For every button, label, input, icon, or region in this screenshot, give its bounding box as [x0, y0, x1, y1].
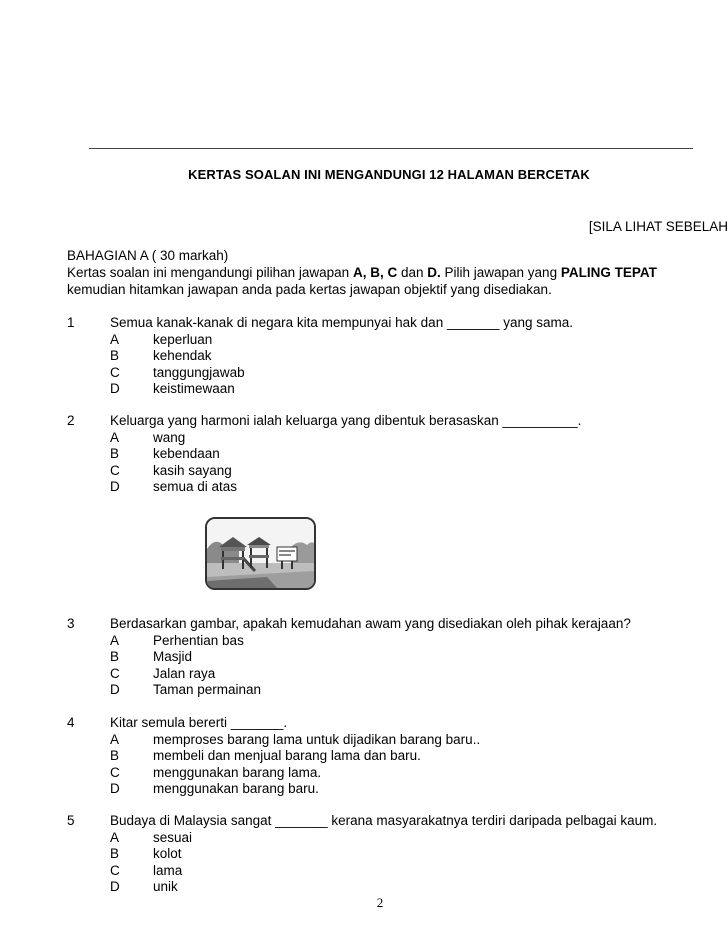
question-stem: Berdasarkan gambar, apakah kemudahan awam yang disediakan oleh pihak kerajaan? [110, 616, 631, 631]
option-letter: C [110, 764, 120, 780]
section-heading: BAHAGIAN A ( 30 markah) [67, 248, 229, 263]
option-text: kolot [153, 846, 182, 861]
option-text: unik [153, 879, 178, 894]
option-letter: D [110, 479, 120, 494]
option-text: tanggungjawab [153, 364, 245, 380]
option-text: membeli dan menjual barang lama dan baru. [153, 748, 421, 763]
option-letter: A [110, 731, 120, 747]
question-number: 3 [67, 616, 75, 631]
page-number: 2 [376, 895, 384, 910]
question-number: 1 [67, 315, 75, 330]
option-letter: C [110, 665, 120, 681]
page-count-notice: KERTAS SOALAN INI MENGANDUNGI 12 HALAMAN BERCETAK [188, 167, 590, 182]
option-text: lama [153, 862, 183, 878]
option-text: wang [153, 429, 186, 445]
option-text: menggunakan barang baru. [153, 781, 319, 796]
option-text: Taman permainan [153, 682, 262, 697]
playground-photo [205, 517, 316, 590]
option-text: keperluan [153, 331, 213, 347]
option-letter: B [110, 649, 120, 664]
question-stem: Budaya di Malaysia sangat _______ kerana masyarakatnya terdiri daripada pelbagai kaum. [110, 813, 658, 828]
option-text: kasih sayang [153, 462, 232, 478]
question-number: 4 [67, 715, 75, 730]
option-letter: D [110, 682, 120, 697]
option-text: Jalan raya [153, 665, 216, 681]
option-text: Perhentian bas [153, 632, 244, 648]
option-text: memproses barang lama untuk dijadikan barang baru.. [153, 731, 481, 747]
question-stem: Keluarga yang harmoni ialah keluarga yang dibentuk berasaskan __________. [110, 413, 582, 428]
option-letter: C [110, 462, 120, 478]
header-rule [89, 148, 693, 149]
option-letter: B [110, 446, 120, 461]
option-letter: A [110, 632, 120, 648]
option-text: kebendaan [153, 446, 220, 461]
option-letter: B [110, 348, 120, 363]
turn-over-notice: [SILA LIHAT SEBELAH [588, 219, 728, 234]
option-text: keistimewaan [153, 381, 235, 396]
option-letter: B [110, 748, 120, 763]
option-letter: A [110, 331, 120, 347]
playground-illustration [207, 519, 314, 588]
question-number: 5 [67, 813, 75, 828]
option-letter: D [110, 781, 120, 796]
option-letter: D [110, 879, 120, 894]
option-letter: D [110, 381, 120, 396]
question-stem: Kitar semula bererti _______. [110, 715, 288, 730]
option-letter: C [110, 862, 120, 878]
option-text: kehendak [153, 348, 212, 363]
option-letter: B [110, 846, 120, 861]
option-text: menggunakan barang lama. [153, 764, 322, 780]
section-a-instructions [67, 247, 707, 298]
option-letter: C [110, 364, 120, 380]
option-text: Masjid [153, 649, 193, 664]
option-letter: A [110, 429, 120, 445]
option-text: semua di atas [153, 479, 238, 494]
question-stem: Semua kanak-kanak di negara kita mempunyai hak dan _______ yang sama. [110, 315, 574, 330]
instructions-text: Kertas soalan ini mengandungi pilihan jawapan A, B, C dan D. Pilih jawapan yang PALING TEPAT kemudian hitamkan jawapan anda pada kertas jawapan objektif yang disediakan. [67, 265, 657, 297]
option-letter: A [110, 829, 120, 845]
question-number: 2 [67, 413, 75, 428]
option-text: sesuai [153, 829, 193, 845]
